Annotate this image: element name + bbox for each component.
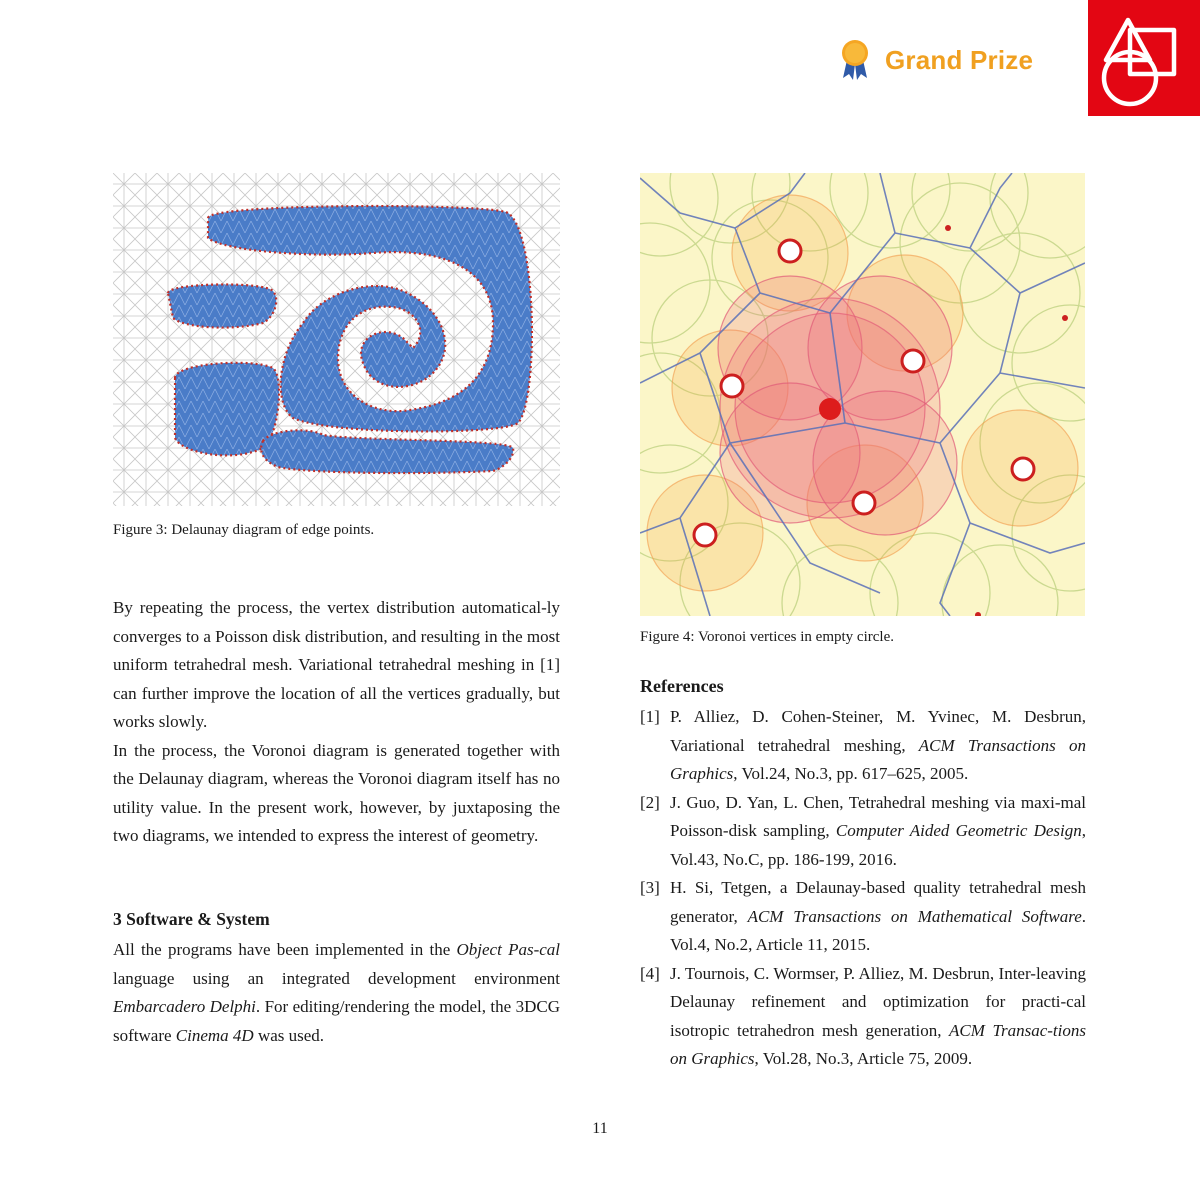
body-paragraph: By repeating the process, the vertex distribution automatical-ly converges to a Poisson disk distribution, and resulting in the most uniform tetrahedral mesh. Variational tetrahedral meshing in [1] can further improve the location of all the vertices gradually, but works slowly.	[113, 598, 560, 731]
grand-prize-badge	[835, 38, 1033, 82]
references-list	[640, 703, 1086, 1074]
figure-3-caption: Figure 3: Delaunay diagram of edge points.	[113, 522, 375, 538]
reference-item: [3] H. Si, Tetgen, a Delaunay-based quality tetrahedral mesh generator, ACM Transactions on Mathematical Software. Vol.4, No.2, Article 11, 2015.	[640, 878, 1086, 954]
figure-4-caption: Figure 4: Voronoi vertices in empty circle.	[640, 629, 894, 645]
voronoi-image	[640, 173, 1085, 616]
reference-item: [4] J. Tournois, C. Wormser, P. Alliez, M. Desbrun, Inter-leaving Delaunay refinement and optimization for practi-cal isotropic tetrahedron mesh generation, ACM Transac-tions on Graphics, Vol.28, No.3, Article 75, 2009.	[640, 963, 1086, 1068]
medal-icon	[835, 38, 875, 82]
body-paragraph: In the process, the Voronoi diagram is generated together with the Delaunay diagram, whereas the Voronoi diagram itself has no utility value. In the present work, however, by juxtaposing the two diagrams, we intended to express the interest of geometry.	[113, 740, 560, 845]
body-text	[113, 594, 560, 851]
delaunay-image	[113, 173, 560, 506]
geometry-shapes-logo-icon	[1088, 0, 1200, 116]
logo	[1088, 0, 1200, 116]
figure-3-delaunay-diagram	[113, 173, 560, 506]
software-paragraph: All the programs have been implemented in the Object Pas-cal language using an integrated development environment Embarcadero Delphi. For editing/rendering the model, the 3DCG software Cinema 4D was used.	[113, 940, 560, 1045]
reference-item: [1] P. Alliez, D. Cohen-Steiner, M. Yvinec, M. Desbrun, Variational tetrahedral meshing, ACM Transactions on Graphics, Vol.24, No.3, pp. 617–625, 2005.	[640, 707, 1086, 783]
section-title-software: 3 Software & System	[113, 909, 270, 929]
page-number: 11	[592, 1120, 608, 1137]
figure-4-voronoi-empty-circle	[640, 173, 1085, 616]
grand-prize-label: Grand Prize	[885, 44, 1034, 75]
reference-item: [2] J. Guo, D. Yan, L. Chen, Tetrahedral meshing via maxi-mal Poisson-disk sampling, Computer Aided Geometric Design, Vol.43, No.C, pp. 186-199, 2016.	[640, 792, 1086, 869]
references-title: References	[640, 676, 724, 696]
